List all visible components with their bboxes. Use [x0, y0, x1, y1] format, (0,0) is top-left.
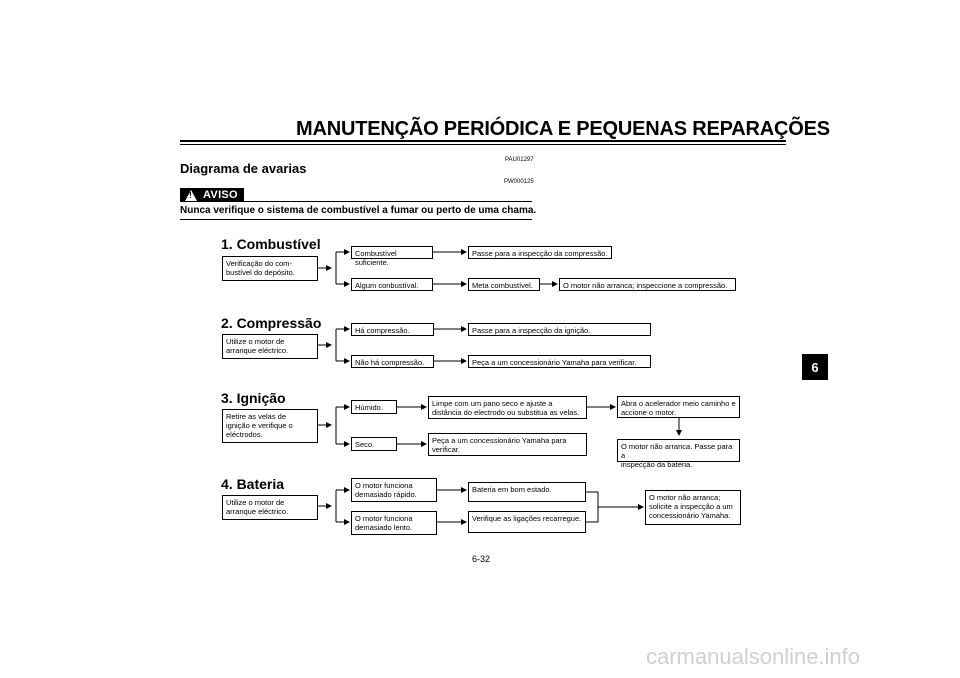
fuel-no-box: Algum conbustíval.: [351, 278, 433, 291]
battery-heading: 4. Bateria: [221, 476, 285, 492]
battery-fast-result-box: Bateria em bom estado.: [468, 482, 586, 502]
fuel-no-action-box: Meta combustível.: [468, 278, 540, 291]
ignition-wet-box: Húmido.: [351, 400, 397, 414]
ignition-wet-result-box: Abra o acelerador meio caminho e accione o motor.: [617, 396, 740, 418]
ignition-dry-box: Seco.: [351, 437, 397, 451]
battery-start-box: Utilize o motor de arranque eléctrico.: [222, 495, 318, 520]
ignition-wet-final-box: O motor não arranca. Passe para a inspecção da bateria.: [617, 439, 740, 462]
page-number: 6-32: [472, 554, 491, 564]
ignition-heading: 3. Ignição: [221, 390, 286, 406]
ignition-dry-result-box: Peça a um concessionário Yamaha para verificar.: [428, 433, 587, 456]
compression-yes-result-box: Passe para a inspecção da ignição.: [468, 323, 651, 336]
section-code: PAU01297: [505, 157, 534, 163]
section-title: Diagrama de avarias: [180, 161, 307, 176]
watermark: carmanualsonline.info: [646, 644, 861, 669]
warning-text: Nunca verifique o sistema de combustível a fumar ou perto de uma chama.: [180, 205, 537, 216]
compression-no-box: Não há compressão.: [351, 355, 434, 368]
warning-icon: !: [185, 190, 197, 201]
ignition-wet-action-box: Limpe com um pano seco e ajuste a distância do electrodo ou substitua as velas.: [428, 396, 587, 419]
compression-heading: 2. Compressão: [221, 315, 322, 331]
page-title: MANUTENÇÃO PERIÓDICA E PEQUENAS REPARAÇÕES: [296, 118, 830, 140]
fuel-start-box: Verificação do com- bustível do depósito.: [222, 256, 318, 281]
ignition-start-box: Retire as velas de ignição e verifique o eléctrodos.: [222, 409, 318, 443]
compression-no-result-box: Peça a um concessionário Yamaha para verificar.: [468, 355, 651, 368]
battery-slow-result-box: Verifique as ligações recarregue.: [468, 511, 586, 533]
fuel-heading: 1. Combustível: [221, 236, 321, 252]
battery-final-box: O motor não arranca; solicite a inspecção a um concessionário Yamaha.: [645, 490, 741, 525]
fuel-no-result-box: O motor não arranca; inspeccione a compressão.: [559, 278, 736, 291]
chapter-tab: 6: [802, 354, 828, 380]
warning-label: AVISO: [203, 189, 238, 201]
battery-fast-box: O motor funciona demasiado rápido.: [351, 478, 437, 502]
fuel-yes-box: Combustível suficiente.: [351, 246, 433, 259]
fuel-yes-result-box: Passe para a inspecção da compressão.: [468, 246, 612, 259]
battery-slow-box: O motor funciona demasiado lento.: [351, 511, 437, 535]
warning-code: PW000125: [504, 179, 534, 185]
compression-start-box: Utilize o motor de arranque eléctrico.: [222, 334, 318, 359]
compression-yes-box: Há compressão.: [351, 323, 434, 336]
